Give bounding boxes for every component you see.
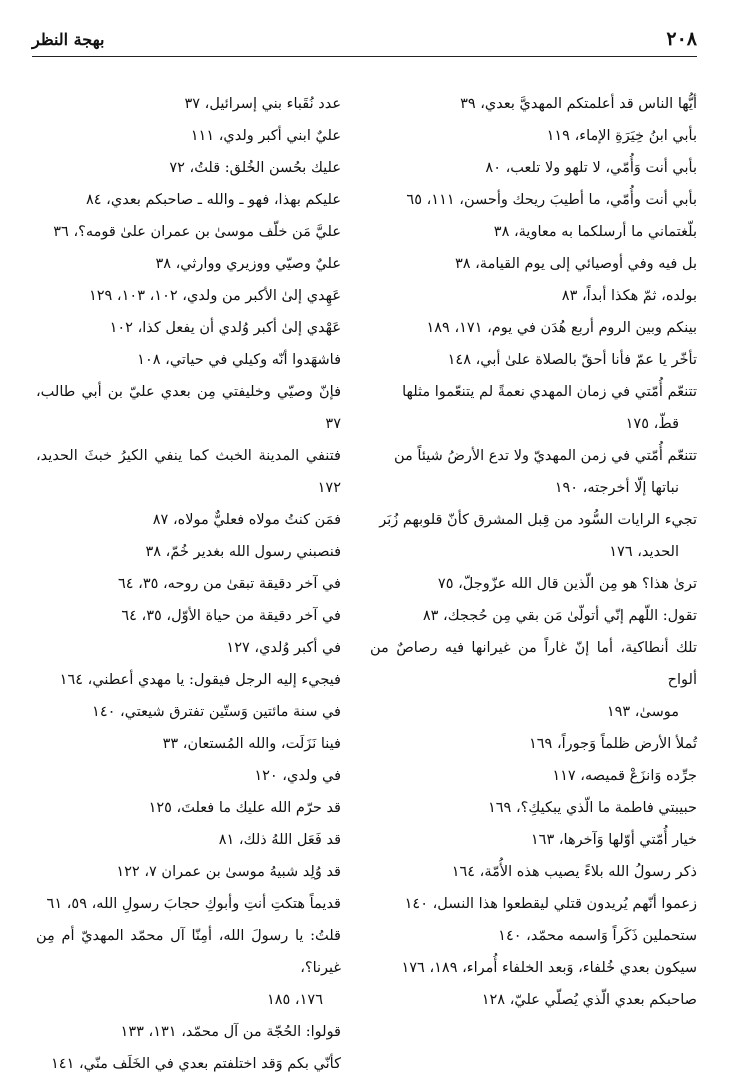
index-entry <box>36 312 341 344</box>
index-entry-text: كأنّي بكم وَقد اختلفتم بعدي في الخَلَف منّي، ١٤١ <box>51 1056 341 1072</box>
index-entry-text: تُملأ الأرض ظلماً وَجوراً، ١٦٩ <box>528 736 697 752</box>
index-entry <box>370 248 697 280</box>
index-entry-text: فتنفي المدينة الخبث كما ينفي الكيرُ خبثَ الحديد، ١٧٢ <box>36 448 341 496</box>
index-entry <box>36 536 341 568</box>
index-entry <box>370 152 697 184</box>
index-entry-text: قديماً هتكتِ أنتِ وأبوكِ حجابَ رسولِ الله، ٥٩، ٦١ <box>46 896 341 912</box>
index-entry-text: ستحملين ذَكَراً وَاسمه محمّد، ١٤٠ <box>498 928 697 944</box>
index-entry <box>36 120 341 152</box>
index-entry-text: أيُّها الناس قد أعلمتكم المهديَّ بعدي، ٣٩ <box>460 96 697 112</box>
index-entry-text: تلك أنطاكية، أما إنّ غاراً من غيرانها فيه رصاصٌ من ألواح <box>370 640 697 688</box>
index-entry <box>36 152 341 184</box>
index-entry-continuation: الحديد، ١٧٦ <box>609 544 679 560</box>
index-entry <box>370 888 697 920</box>
index-entry <box>370 120 697 152</box>
index-entry-text: قولوا: الحُجّة من آل محمّد، ١٣١، ١٣٣ <box>120 1024 341 1040</box>
index-entry-text: فإنّ وصيّي وخليفتي مِن بعدي عليّ بن أبي طالب، ٣٧ <box>36 384 341 432</box>
index-entry <box>370 984 697 1016</box>
index-entry <box>36 600 341 632</box>
index-entry <box>370 632 697 728</box>
index-entry <box>370 600 697 632</box>
index-entry <box>36 632 341 664</box>
index-entry-text: ترىٰ هذا؟ هو مِن الّذين قال الله عزّوجلّ، ٧٥ <box>437 576 697 592</box>
index-entry <box>370 440 697 504</box>
index-column-left <box>36 88 341 1080</box>
index-entry-text: قد وُلِد شبيهُ موسىٰ بن عمران ٧، ١٢٢ <box>116 864 341 880</box>
index-entry-text: تتنعّم أُمّتي في زمن المهديّ ولا تدع الأرضُ شيئاً من <box>394 448 697 464</box>
index-entry <box>370 952 697 984</box>
index-entry-text: عليك بحُسن الخُلق: قلتُ، ٧٢ <box>169 160 341 176</box>
index-entry-text: سيكون بعدي خُلفاء، وَبعد الخلفاء أُمراء، ١٨٩، ١٧٦ <box>401 960 697 976</box>
index-column-right <box>370 88 697 1016</box>
index-entry <box>36 1016 341 1048</box>
index-entry-text: تأخّر يا عمّ فأنا أحقّ بالصلاة علىٰ أبي، ١٤٨ <box>447 352 697 368</box>
index-entry-text: قد فَعَل اللهُ ذلك، ٨١ <box>218 832 341 848</box>
index-entry-text: عَهْدي إلىٰ أكبر وُلدي أن يفعل كذا، ١٠٢ <box>109 320 341 336</box>
index-entry-text: عليٌ ابني أكبر ولدي، ١١١ <box>190 128 341 144</box>
index-entry <box>36 696 341 728</box>
header-rule <box>32 56 697 57</box>
index-entry-text: فاشهَدوا أنّه وكيلي في حياتي، ١٠٨ <box>137 352 341 368</box>
index-entry-text: بولده، ثمّ هكذا أبداً، ٨٣ <box>561 288 697 304</box>
index-entry-text: فينا نَزَلَت، والله المُستعان، ٣٣ <box>162 736 341 752</box>
index-entry <box>370 920 697 952</box>
index-entry-continuation: موسىٰ، ١٩٣ <box>606 704 679 720</box>
page-header <box>32 28 697 52</box>
index-entry <box>370 568 697 600</box>
index-entry <box>370 376 697 440</box>
index-entry <box>36 728 341 760</box>
index-entry-text: تتنعّم أُمّتي في زمان المهدي نعمةً لم يتنعّموا مثلها <box>402 384 697 400</box>
index-entry-text: زعموا أنّهم يُريدون قتلي ليقطعوا هذا النسل، ١٤٠ <box>404 896 697 912</box>
index-entry <box>370 760 697 792</box>
index-entry <box>370 728 697 760</box>
index-entry-text: فيجيء إليه الرجل فيقول: يا مهدي أعطني، ١٦٤ <box>59 672 341 688</box>
index-entry-text: حبيبتي فاطمة ما الّذي يبكيكِ؟، ١٦٩ <box>487 800 697 816</box>
index-entry <box>370 504 697 568</box>
index-entry <box>36 280 341 312</box>
index-entry-text: عليٌ وصيّي ووزيري ووارثي، ٣٨ <box>155 256 341 272</box>
index-entry <box>36 856 341 888</box>
index-entry-continuation: ١٧٦، ١٨٥ <box>266 992 323 1008</box>
index-entry-text: بلّغتماني ما أرسلكما به معاوية، ٣٨ <box>493 224 697 240</box>
index-entry <box>36 248 341 280</box>
index-entry-text: عليَّ مَن خلّف موسىٰ بن عمران علىٰ قومه؟، ٣٦ <box>53 224 341 240</box>
index-entry-text: في سنة مائتين وَستّين تفترق شيعتي، ١٤٠ <box>92 704 341 720</box>
index-entry-text: بأبي أنت وأُمّي، ما أطيبَ ريحك وأحسن، ١١١، ٦٥ <box>406 192 697 208</box>
index-entry <box>36 88 341 120</box>
index-entry <box>36 1048 341 1080</box>
index-entry <box>36 760 341 792</box>
index-entry-text: قد حرّم الله عليك ما فعلتَ، ١٢٥ <box>148 800 341 816</box>
index-entry-text: بينكم وبين الروم أربع هُدَن في يوم، ١٧١، ١٨٩ <box>426 320 697 336</box>
index-entry-text: عدد نُقَباء بني إسرائيل، ٣٧ <box>184 96 341 112</box>
index-entry-text: قلتُ: يا رسولَ الله، أمِنّا آل محمّد المهديّ أم مِن غيرنا؟، <box>36 928 341 976</box>
index-entry <box>370 216 697 248</box>
index-entry-text: في آخر دقيقة من حياة الأوّل، ٣٥، ٦٤ <box>121 608 341 624</box>
index-entry <box>370 312 697 344</box>
index-entry <box>370 184 697 216</box>
index-entry-text: فنصبني رسول الله بغدير خُمّ، ٣٨ <box>145 544 341 560</box>
index-entry <box>370 88 697 120</box>
index-entry <box>36 440 341 504</box>
index-entry-text: ذكر رسولُ الله بلاءً يصيب هذه الأُمّة، ١٦٤ <box>451 864 697 880</box>
index-entry-continuation: قطّ، ١٧٥ <box>625 416 679 432</box>
book-title: بهجة النظر <box>32 30 105 49</box>
index-entry-text: في ولدي، ١٢٠ <box>254 768 341 784</box>
index-entry-text: في آخر دقيقة تبقىٰ من روحه، ٣٥، ٦٤ <box>117 576 341 592</box>
index-entry-text: بأبي ابنُ خِيَرَةِ الإماء، ١١٩ <box>546 128 697 144</box>
index-entry-text: جرِّده وَانزَعْ قميصه، ١١٧ <box>552 768 697 784</box>
index-entry-text: تجيء الرايات السُّود من قِبل المشرق كأنّ قلوبهم زُبَر <box>379 512 697 528</box>
index-entry <box>36 376 341 440</box>
page-number: ٢٠٨ <box>666 28 697 50</box>
index-entry <box>36 216 341 248</box>
index-entry-text: بأبي أنت وَأُمّي، لا تلهو ولا تلعب، ٨٠ <box>485 160 697 176</box>
index-entry <box>36 184 341 216</box>
index-entry <box>36 824 341 856</box>
index-entry <box>36 504 341 536</box>
index-entry <box>370 280 697 312</box>
index-entry <box>36 792 341 824</box>
index-entry-text: في أكبر وُلدي، ١٢٧ <box>226 640 341 656</box>
index-entry <box>36 920 341 1016</box>
index-entry-text: تقول: اللّهم إنّي أتولّىٰ مَن بقي مِن حُججك، ٨٣ <box>422 608 697 624</box>
index-entry-text: صاحبكم بعدي الّذي يُصلّي عليّ، ١٢٨ <box>481 992 697 1008</box>
index-entry-text: عليكم بهذا، فهو ـ والله ـ صاحبكم بعدي، ٨٤ <box>86 192 341 208</box>
index-entry-text: عَهِدي إلىٰ الأكبر من ولدي، ١٠٢، ١٠٣، ١٢٩ <box>88 288 341 304</box>
index-entry <box>370 344 697 376</box>
index-entry <box>370 824 697 856</box>
index-entry-text: فمَن كنتُ مولاه فعليٌّ مولاه، ٨٧ <box>152 512 341 528</box>
index-entry <box>36 344 341 376</box>
index-entry <box>370 856 697 888</box>
index-entry-continuation: نباتها إلّا أخرجته، ١٩٠ <box>554 480 679 496</box>
index-entry-text: خيار أُمّتي أوّلها وَآخرها، ١٦٣ <box>530 832 697 848</box>
index-entry-text: بل فيه وفي أوصيائي إلى يوم القيامة، ٣٨ <box>454 256 697 272</box>
index-entry <box>36 568 341 600</box>
index-entry <box>370 792 697 824</box>
index-entry <box>36 664 341 696</box>
index-entry <box>36 888 341 920</box>
